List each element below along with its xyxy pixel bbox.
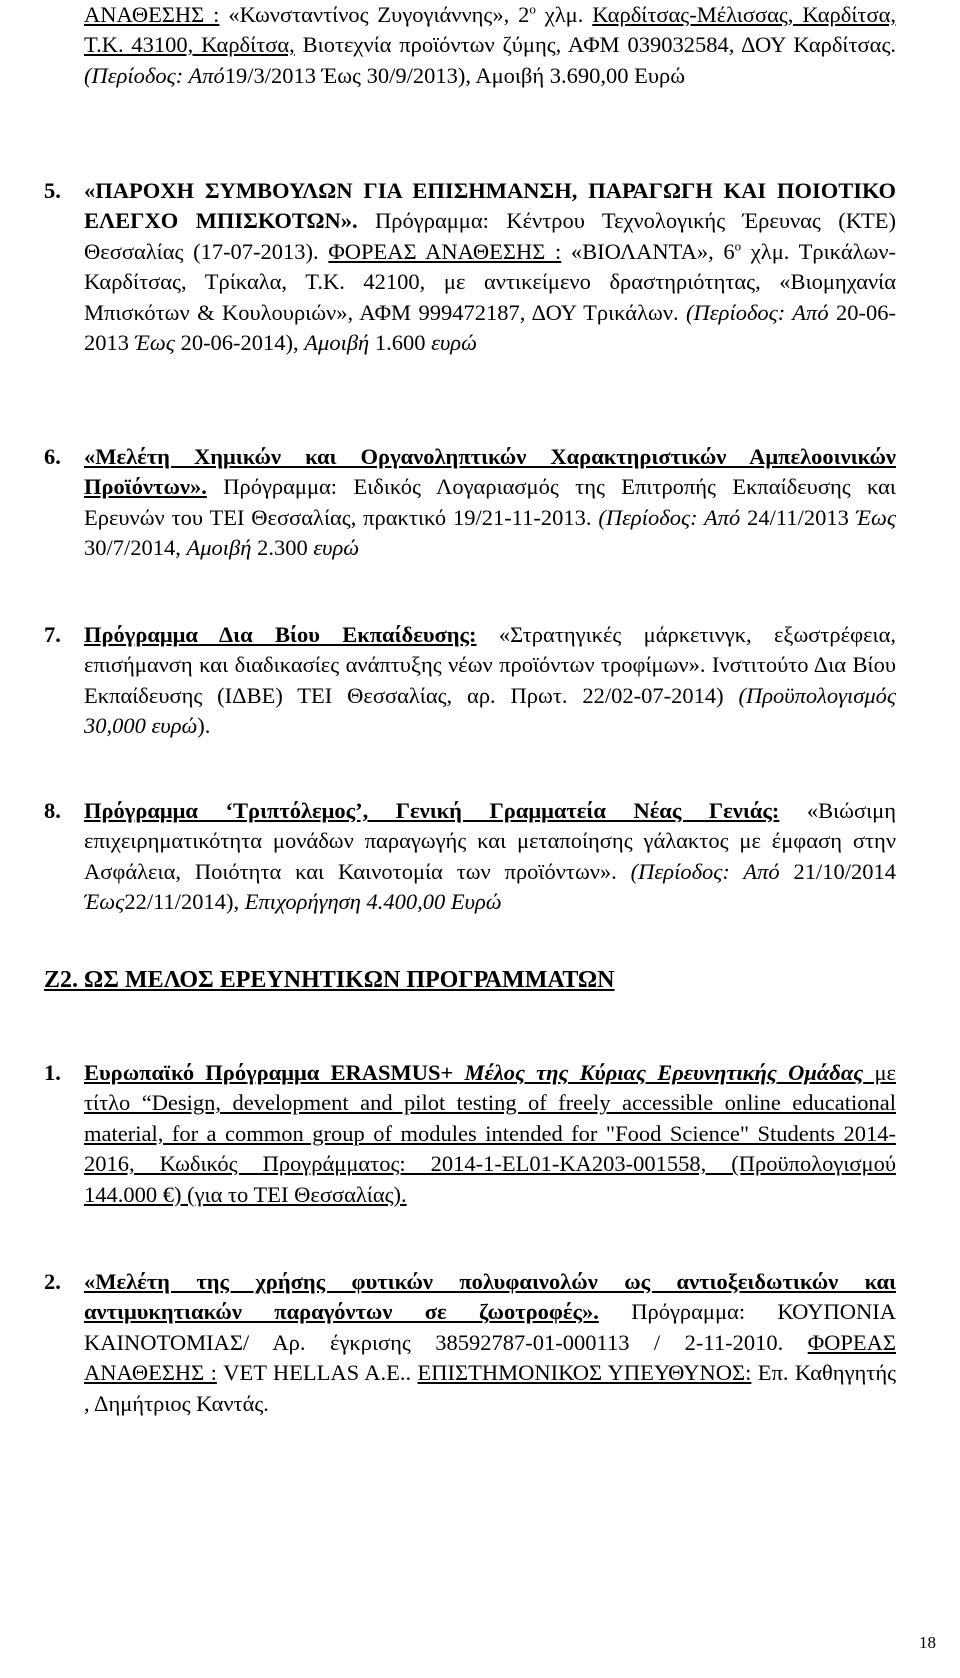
item-paragraph <box>84 796 896 918</box>
item-period-label: (Περίοδος: Από <box>686 299 829 325</box>
item-details: χλμ. Τρικάλων-Καρδίτσας, Τρίκαλα, Τ.Κ. 42100, με αντικείμενο δραστηριότητας, «Βιομηχανία Μπισκότων & Κουλουριών», ΑΦΜ 999472187, ΔΟΥ Τρικάλων. <box>84 238 896 325</box>
item-end: ). <box>197 713 211 739</box>
item-period-value: 24/11/2013 <box>740 504 856 530</box>
item-text: «Στρατηγικές μάρκετινγκ, εξωστρέφεια, επισήμανση και διαδικασίες ανάπτυξης νέων προϊόντων τροφίμων». Ινστιτούτο Δια Βίου Εκπαίδευσης (ΙΔΒΕ) ΤΕΙ Θεσσαλίας, αρ. Πρωτ. 22/02-07-2014) <box>84 622 897 708</box>
item-fee-value: 2.300 <box>251 535 314 561</box>
item-number: 7. <box>44 622 61 647</box>
item-fee-label: Αμοιβή <box>186 535 252 561</box>
item-title: Πρόγραμμα Δια Βίου Εκπαίδευσης: <box>84 622 477 647</box>
item-program: Πρόγραμμα: Κέντρου Τεχνολογικής Έρευνας (ΚΤΕ) Θεσσαλίας (17-07-2013). <box>84 208 896 264</box>
intro-address: Καρδίτσας-Μέλισσας, Καρδίτσα, Τ.Κ. 43100, Καρδίτσα, <box>84 2 897 58</box>
intro-paragraph <box>84 0 896 91</box>
item-fee-unit: ευρώ <box>431 330 477 356</box>
section-heading: Ζ2. ΩΣ ΜΕΛΟΣ ΕΡΕΥΝΗΤΙΚΩΝ ΠΡΟΓΡΑΜΜΑΤΩΝ <box>44 967 615 993</box>
item-period-to: Έως <box>84 889 125 915</box>
project-title: «Μελέτη της χρήσης φυτικών πολυφαινολών ως αντιοξειδωτικών και αντιμυκητιακών παραγόντων σε ζωοτροφές». <box>84 1269 896 1325</box>
project-company: VET HELLAS A.E. <box>216 1360 406 1386</box>
item-fee-label: Αμοιβή <box>304 330 370 356</box>
intro-km: χλμ. <box>535 2 593 27</box>
project-resp-value: Επ. Καθηγητής , Δημήτριος Καντάς. <box>84 1360 896 1416</box>
project-foreas-label: ΦΟΡΕΑΣ ΑΝΑΘΕΣΗΣ : <box>84 1329 896 1386</box>
item-fee-value: 1.600 <box>369 330 432 356</box>
item-program: Πρόγραμμα: Ειδικός Λογαριασμός της Επιτροπής Εκπαίδευσης και Ερευνών του ΤΕΙ Θεσσαλίας, πρακτικό 19/21-11-2013. <box>84 474 896 530</box>
item-period-label: (Περίοδος: Από <box>598 504 741 530</box>
project-resp-label: ΕΠΙΣΤΗΜΟΝΙΚΟΣ ΥΠΕΥΘΥΝΟΣ: <box>417 1360 752 1386</box>
intro-period-label: (Περίοδος: Από <box>84 62 225 88</box>
item-paragraph <box>84 442 896 564</box>
page-number: 18 <box>919 1633 936 1652</box>
intro-period-fee: 19/3/2013 Έως 30/9/2013), Αμοιβή 3.690,00 Ευρώ <box>224 62 686 88</box>
item-title: «Μελέτη Χημικών και Οργανοληπτικών Χαρακτηριστικών Αμπελοοινικών Προϊόντων». <box>84 444 896 500</box>
item-period-to: Έως <box>134 330 175 356</box>
item-period-value: 21/10/2014 <box>779 858 897 884</box>
project-number: 2. <box>44 1269 61 1294</box>
item-contractor: «ΒΙΟΛΑΝΤΑ», 6 <box>561 238 735 264</box>
project-paragraph <box>84 1267 896 1419</box>
item-period-label: (Περίοδος: Από <box>630 858 780 884</box>
project-paragraph <box>84 1058 896 1210</box>
project-text: με τίτλο “Design, development and pilot testing of freely accessible online educational material, for a common group of modules intended for "Food Science" Students 2014-2016, Κωδικός Προγράμματος: 2014-1-EL01-KA203-001558, (Προϋπολογισμού 144.000 €) (για το ΤΕΙ Θεσσαλίας). <box>84 1060 896 1207</box>
item-period-value: 20-06-2013 <box>84 299 896 356</box>
project-sep: . <box>405 1360 418 1386</box>
project-number: 1. <box>44 1060 61 1085</box>
project-role: Μέλος της Κύριας Ερευνητικής Ομάδας <box>453 1060 864 1085</box>
intro-foreas-label: ΑΝΑΘΕΣΗΣ : <box>84 2 220 27</box>
item-number: 8. <box>44 798 61 823</box>
item-budget: (Προϋπολογισμός 30,000 ευρώ <box>84 682 896 739</box>
item-grant: Επιχορήγηση 4.400,00 Ευρώ <box>244 889 502 915</box>
item-period-end: 22/11/2014), <box>124 889 245 915</box>
item-text: «Βιώσιμη επιχειρηματικότητα μονάδων παραγωγής και μεταποίησης γάλακτος με έμφαση στην Ασφάλεια, Ποιότητα και Καινοτομία των προϊόντων». <box>84 798 896 884</box>
item-period-end: 30/7/2014, <box>84 535 187 561</box>
item-sup: ο <box>734 238 742 254</box>
item-title: «ΠΑΡΟΧΗ ΣΥΜΒΟΥΛΩΝ ΓΙΑ ΕΠΙΣΗΜΑΝΣΗ, ΠΑΡΑΓΩΓΗ ΚΑΙ ΠΟΙΟΤΙΚΟ ΕΛΕΓΧΟ ΜΠΙΣΚΟΤΩΝ». <box>84 178 896 234</box>
item-title: Πρόγραμμα ‘Τριπτόλεμος’, Γενική Γραμματεία Νέας Γενιάς: <box>84 798 780 823</box>
intro-business: Βιοτεχνία προϊόντων ζύμης, ΑΦΜ 039032584, ΔΟΥ Καρδίτσας. <box>294 32 896 58</box>
item-fee-unit: ευρώ <box>313 535 360 561</box>
project-title: Ευρωπαϊκό Πρόγραμμα ERASMUS+ <box>84 1060 454 1085</box>
intro-sup: ο <box>529 1 536 17</box>
item-period-end: 20-06-2014), <box>174 330 305 356</box>
project-program: Πρόγραμμα: ΚΟΥΠΟΝΙΑ ΚΑΙΝΟΤΟΜΙΑΣ/ Αρ. έγκρισης 38592787-01-000113 / 2-11-2010. <box>84 1299 897 1355</box>
item-paragraph <box>84 176 896 358</box>
item-number: 5. <box>44 178 61 203</box>
item-paragraph <box>84 620 896 742</box>
intro-contractor: «Κωνσταντίνος Ζυγογιάννης», 2 <box>219 2 530 27</box>
item-number: 6. <box>44 444 61 469</box>
item-period-to: Έως <box>855 504 896 530</box>
item-foreas-label: ΦΟΡΕΑΣ ΑΝΑΘΕΣΗΣ : <box>328 238 562 264</box>
